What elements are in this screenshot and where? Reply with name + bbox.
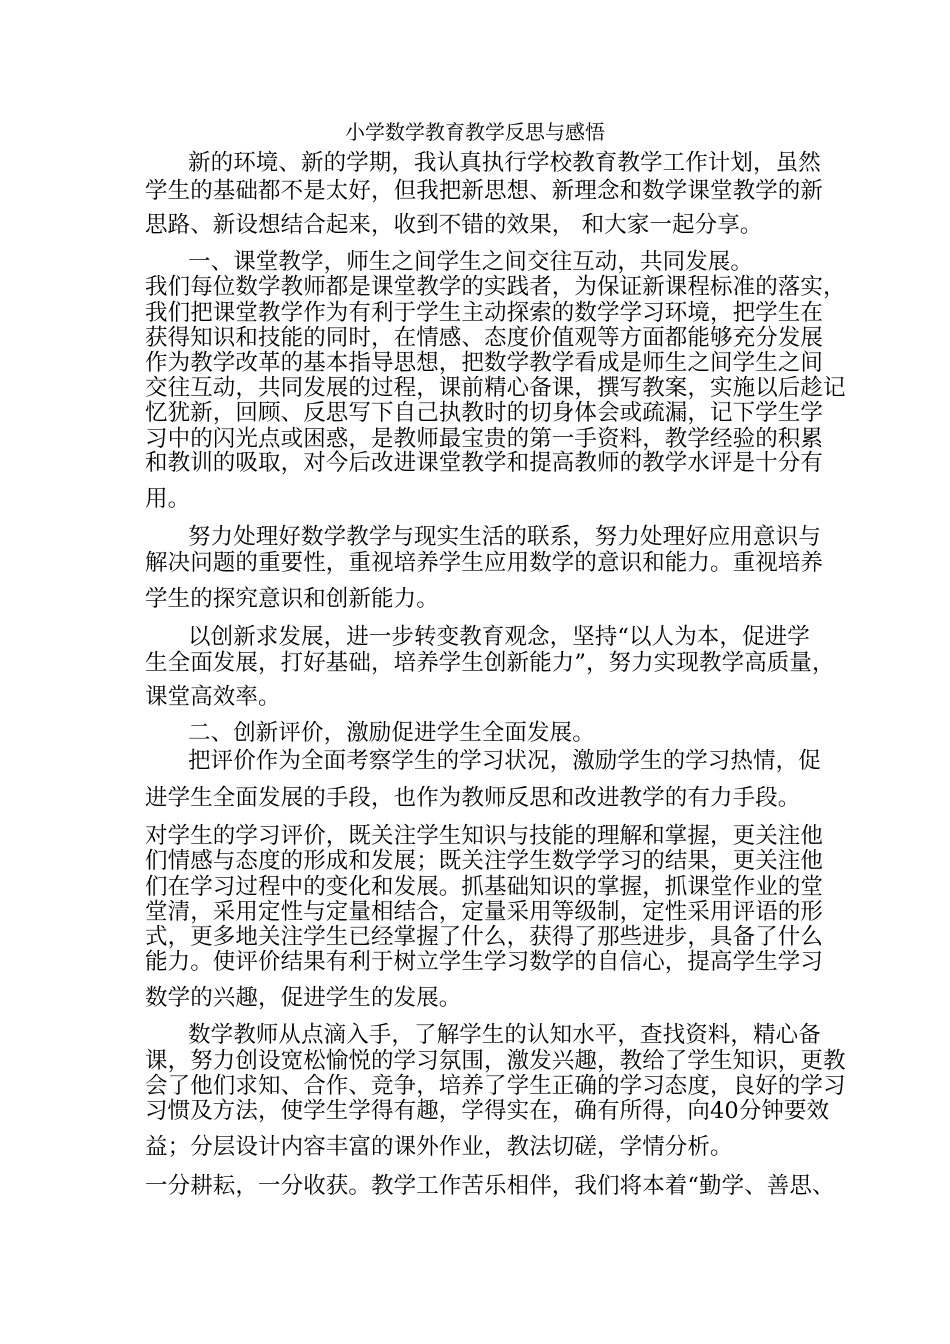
paragraph-line: 解决问题的重要性，重视培养学生应用数学的意识和能力。重视培养	[145, 550, 824, 576]
paragraph-line: 一分耕耘，一分收获。教学工作苦乐相伴，我们将本着“勤学、善思、	[145, 1173, 835, 1199]
paragraph-line: 数学的兴趣，促进学生的发展。	[145, 985, 462, 1011]
paragraph-line: 忆犹新，回顾、反思写下自己执教时的切身体会或疏漏，记下学生学	[145, 400, 824, 426]
paragraph-line: 能力。使评价结果有利于树立学生学习数学的自信心，提高学生学习	[145, 949, 824, 975]
paragraph-line: 以创新求发展，进一步转变教育观念，坚持“以人为本，促进学	[188, 624, 810, 650]
paragraph-line: 和教训的吸取，对今后改进课堂教学和提高教师的教学水评是十分有	[145, 450, 824, 476]
paragraph-line: 习惯及方法，使学生学得有趣，学得实在，确有所得，向40分钟要效	[145, 1098, 830, 1124]
paragraph-line: 数学教师从点滴入手，了解学生的认知水平，查找资料，精心备	[188, 1022, 821, 1048]
paragraph-line: 交往互动，共同发展的过程，课前精心备课，撰写教案，实施以后趁记	[145, 375, 846, 401]
paragraph-line: 课，努力创设宽松愉悦的学习氛围，激发兴趣，教给了学生知识，更教	[145, 1048, 846, 1074]
paragraph-line: 新的环境、新的学期，我认真执行学校教育教学工作计划，虽然	[188, 150, 821, 176]
paragraph-line: 获得知识和技能的同时，在情感、态度价值观等方面都能够充分发展	[145, 325, 824, 351]
paragraph-line: 进学生全面发展的手段，也作为教师反思和改进教学的有力手段。	[145, 785, 801, 811]
paragraph-line: 生全面发展，打好基础，培养学生创新能力”，努力实现教学高质量，	[145, 650, 835, 676]
paragraph-line: 益；分层设计内容丰富的课外作业，教法切磋，学情分析。	[145, 1134, 733, 1160]
paragraph-line: 学生的基础都不是太好，但我把新思想、新理念和数学课堂教学的新	[145, 178, 824, 204]
paragraph-line: 们情感与态度的形成和发展；既关注学生数学学习的结果，更关注他	[145, 848, 824, 874]
paragraph-line: 对学生的学习评价，既关注学生知识与技能的理解和掌握，更关注他	[145, 823, 824, 849]
paragraph-line: 习中的闪光点或困惑，是教师最宝贵的第一手资料，教学经验的积累	[145, 426, 824, 452]
paragraph-line: 们在学习过程中的变化和发展。抓基础知识的掌握，抓课堂作业的堂	[145, 874, 824, 900]
paragraph-line: 堂清，采用定性与定量相结合，定量采用等级制，定性采用评语的形	[145, 899, 824, 925]
paragraph-line: 课堂高效率。	[145, 684, 281, 710]
paragraph-line: 会了他们求知、合作、竞争，培养了学生正确的学习态度，良好的学习	[145, 1073, 846, 1099]
paragraph-line: 思路、新设想结合起来，收到不错的效果， 和大家一起分享。	[145, 212, 763, 238]
paragraph-line: 我们把课堂教学作为有利于学生主动探索的数学学习环境，把学生在	[145, 300, 824, 326]
document-title: 小学数学教育教学反思与感悟	[345, 120, 605, 144]
paragraph-line: 式，更多地关注学生已经掌握了什么，获得了那些进步，具备了什么	[145, 924, 824, 950]
paragraph-line: 我们每位数学教师都是课堂教学的实践者，为保证新课程标准的落实，	[145, 274, 846, 300]
paragraph-line: 学生的探究意识和创新能力。	[145, 586, 439, 612]
section-heading: 一、课堂教学，师生之间学生之间交往互动，共同发展。	[188, 249, 754, 275]
paragraph-line: 努力处理好数学教学与现实生活的联系，努力处理好应用意识与	[188, 524, 821, 550]
paragraph-line: 用。	[145, 486, 191, 512]
paragraph-line: 作为教学改革的基本指导思想，把数学教学看成是师生之间学生之间	[145, 350, 824, 376]
paragraph-line: 把评价作为全面考察学生的学习状况，激励学生的学习热情，促	[188, 748, 821, 774]
section-heading: 二、创新评价，激励促进学生全面发展。	[188, 720, 595, 746]
